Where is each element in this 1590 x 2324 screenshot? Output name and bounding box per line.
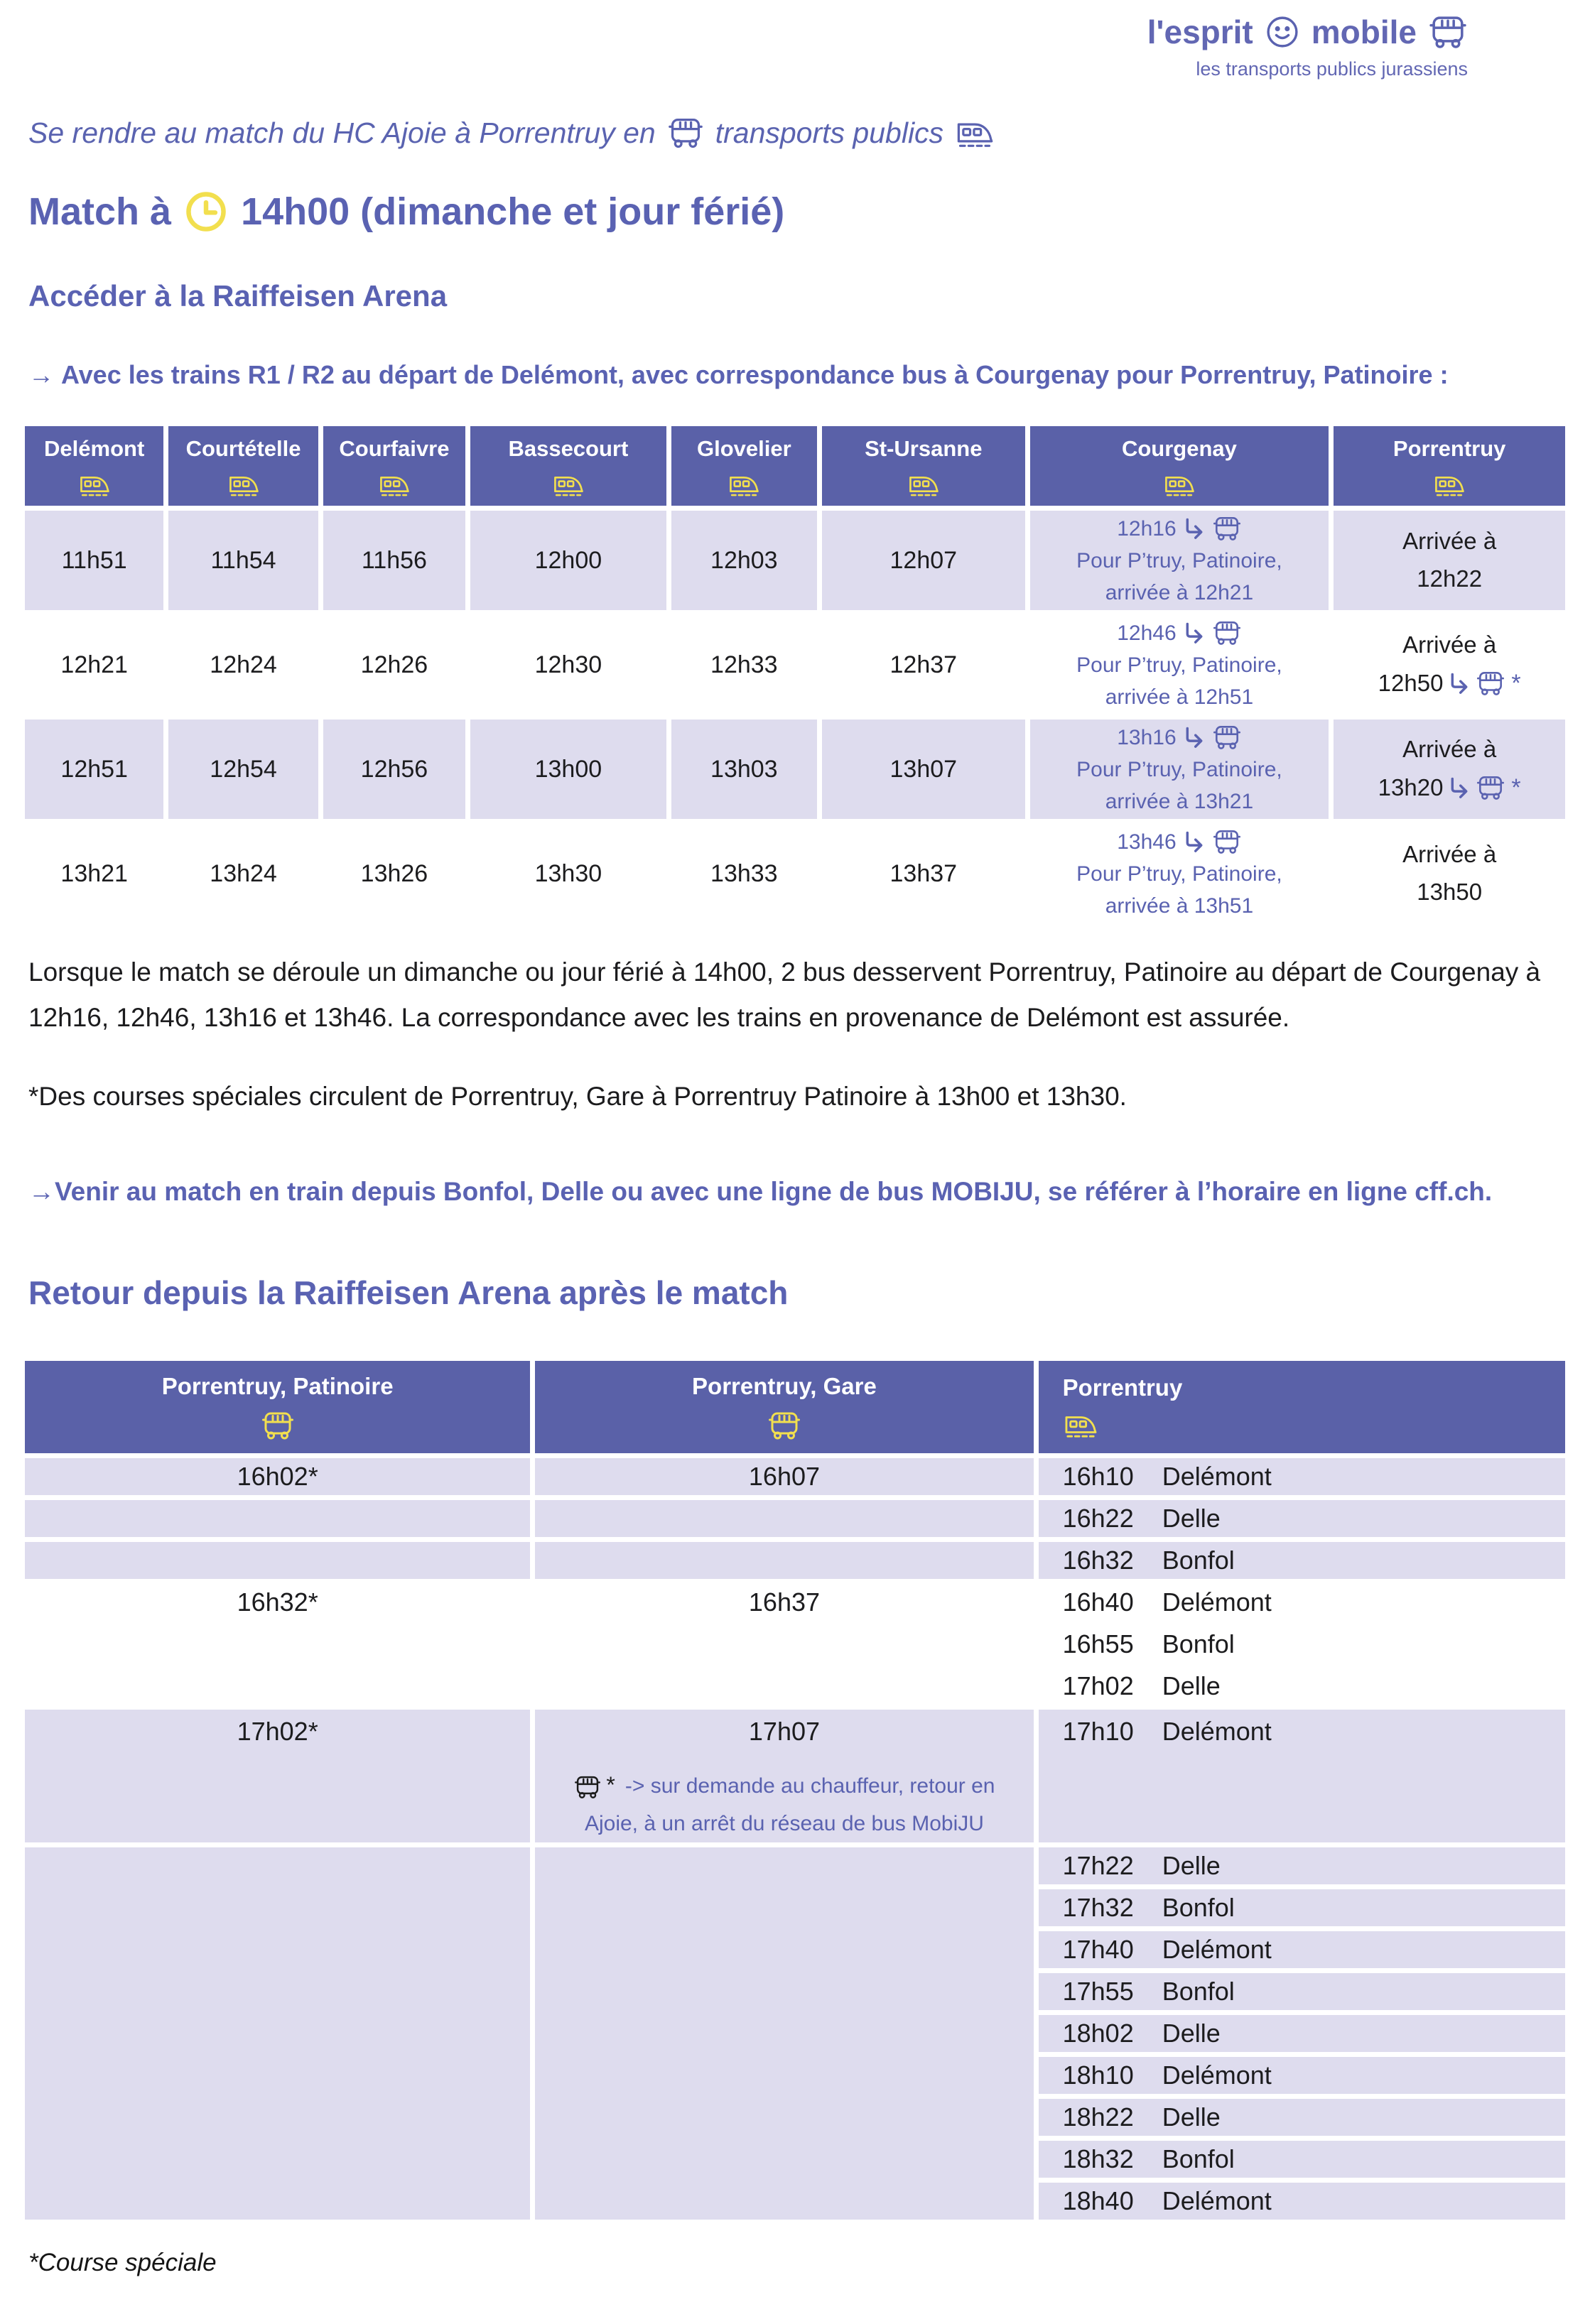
connection-line [1030,826,1329,858]
column-header-content [1039,1374,1565,1440]
gare-departure-cell: 16h07 [535,1458,1033,1495]
return-row [25,1710,1565,1842]
patinoire-departure-cell [25,1668,530,1705]
train-departure-cell [1039,2015,1565,2052]
time-cell: 12h51 [25,720,163,819]
column-label: Delémont [44,436,145,461]
destination: Delémont [1162,1587,1272,1617]
train-departure-cell [1039,1889,1565,1926]
departure-time: 12h16 [1117,516,1177,541]
special-service-paragraph: *Des courses spéciales circulent de Porrentruy, Gare à Porrentruy Patinoire à 13h00 et 13h30. [28,1082,1127,1112]
destination: Bonfol [1162,1629,1235,1659]
return-row [25,1626,1565,1663]
departure-time: 18h40 [1062,2186,1134,2216]
courgenay-connection-cell [1030,615,1329,715]
time-cell: 12h21 [25,615,163,715]
destination: Delle [1162,1851,1221,1881]
column-label: Courgenay [1121,436,1237,461]
train-departure-cell [1039,1500,1565,1537]
access-note-text: Avec les trains R1 / R2 au départ de Delémont, avec correspondance bus à Courgenay pour Porrentruy, Patinoire : [61,360,1449,389]
arrival-time: 12h50 [1378,670,1444,696]
departure-time: 17h40 [1062,1935,1134,1965]
time-cell: 12h07 [822,511,1025,610]
special-service-asterisk: * [1511,670,1521,697]
train-icon [227,470,260,499]
time-cell: 13h30 [470,824,666,923]
column-header-content [25,1373,530,1441]
train-departure-cell [1039,2141,1565,2178]
time-cell: 13h07 [822,720,1025,819]
brand-header [0,0,1590,80]
destination: Delle [1162,1504,1221,1533]
train-departure-cell [1039,1973,1565,2010]
departure-time: 18h10 [1062,2060,1134,2090]
column-header-courfaivre [323,426,465,506]
page-title-pre: Se rendre au match du HC Ajoie à Porrentruy en [28,116,656,149]
match-heading-post: 14h00 (dimanche et jour férié) [241,190,785,233]
arrival-label: Arrivée à [1402,528,1497,555]
time-cell: 12h33 [671,615,817,715]
time-cell: 13h33 [671,824,817,923]
bus-icon [1476,670,1505,697]
return-heading: Retour depuis la Raiffeisen Arena après le match [28,1274,789,1312]
page-title [28,116,1590,150]
brand-tagline: les transports publics jurassiens [1196,58,1468,80]
driver-request-note-line2: Ajoie, à un arrêt du réseau de bus MobiJU [584,1811,984,1835]
destination: Delémont [1162,2060,1272,2090]
access-heading: Accéder à la Raiffeisen Arena [28,279,448,313]
right-arrow-icon: → [28,1176,55,1206]
access-note [28,360,1590,390]
time-cell: 13h24 [168,824,318,923]
outbound-row-3 [25,720,1565,819]
train-icon [728,470,760,499]
column-label: Porrentruy [1392,436,1506,461]
special-service-asterisk: * [606,1772,615,1798]
outbound-timetable [20,421,1570,928]
departure-time: 17h55 [1062,1977,1134,2007]
outbound-header-row [25,426,1565,506]
connection-destination: Pour P’truy, Patinoire, [1076,653,1282,677]
return-row [25,1542,1565,1579]
train-icon [955,116,995,150]
connection-arrival: arrivée à 12h21 [1105,580,1254,604]
column-label: Porrentruy, Gare [692,1373,877,1400]
return-row [25,1458,1565,1495]
patinoire-departure-cell: 16h32* [25,1584,530,1621]
bus-icon [767,1410,801,1441]
destination: Bonfol [1162,1893,1235,1923]
train-departure-cell [1039,1584,1565,1621]
clock-icon [184,190,228,234]
return-row [25,1668,1565,1705]
arrival-label: Arrivée à [1402,631,1497,658]
column-header-content [535,1373,1033,1441]
return-row [25,1847,1565,1884]
bus-icon [1428,13,1468,50]
destination: Bonfol [1162,1546,1235,1575]
destination: Delle [1162,2102,1221,2132]
train-icon [378,470,411,499]
arrival-cell [1334,511,1565,610]
bus-icon [1212,724,1242,751]
arrival-time-line [1334,560,1565,598]
connection-destination: Pour P’truy, Patinoire, [1076,757,1282,781]
match-heading-pre: Match à [28,190,172,233]
departure-time: 16h10 [1062,1462,1134,1492]
patinoire-departure-cell [25,1500,530,1537]
corner-arrow-icon [1449,776,1470,799]
corner-arrow-icon [1184,621,1205,644]
connection-line [1030,617,1329,649]
time-cell: 11h54 [168,511,318,610]
special-service-asterisk: * [1511,774,1521,802]
cff-note [28,1172,1557,1212]
arrival-cell [1334,720,1565,819]
match-heading [28,190,1590,234]
train-departure-cell [1039,2099,1565,2136]
departure-time: 18h32 [1062,2144,1134,2174]
train-departure-cell [1039,1542,1565,1579]
bus-icon [1212,515,1242,542]
column-label: Bassecourt [508,436,629,461]
gare-departure-cell [535,1847,1033,2220]
arrival-time-line [1334,769,1565,807]
right-arrow-icon: → [28,360,54,389]
departure-time: 13h16 [1117,725,1177,749]
departure-time: 17h02 [1062,1671,1134,1701]
departure-time: 17h07 [748,1717,821,1747]
outbound-row-4 [25,824,1565,923]
connection-destination: Pour P’truy, Patinoire, [1076,548,1282,572]
train-icon [1063,1410,1098,1440]
departure-time: 18h22 [1062,2102,1134,2132]
arrival-time-line [1334,874,1565,911]
corner-arrow-icon [1184,830,1205,853]
train-departure-cell [1039,2183,1565,2220]
time-cell: 12h24 [168,615,318,715]
footnote: *Course spéciale [28,2249,217,2277]
departure-time: 17h22 [1062,1851,1134,1881]
bus-icon [573,1774,602,1800]
column-header-porrentruy-train [1039,1361,1565,1453]
connection-arrival: arrivée à 12h51 [1105,685,1254,709]
departure-time: 12h46 [1117,621,1177,645]
outbound-row-2 [25,615,1565,715]
arrival-cell [1334,615,1565,715]
column-label: St-Ursanne [865,436,983,461]
column-label: Porrentruy, Patinoire [161,1373,394,1400]
column-header-delemont [25,426,163,506]
corner-arrow-icon [1449,672,1470,695]
brand-name-right: mobile [1311,13,1417,50]
courgenay-connection-cell [1030,511,1329,610]
column-header-bassecourt [470,426,666,506]
train-departure-cell [1039,1458,1565,1495]
departure-time: 18h02 [1062,2019,1134,2048]
time-cell: 12h03 [671,511,817,610]
departure-time: 17h10 [1062,1717,1134,1747]
arrival-time-line [1334,664,1565,702]
gare-departure-cell [535,1500,1033,1537]
departure-time: 16h55 [1062,1629,1134,1659]
destination: Delle [1162,2019,1221,2048]
corner-arrow-icon [1184,726,1205,749]
column-header-porrentruy [1334,426,1565,506]
train-departure-cell [1039,1931,1565,1968]
arrival-label: Arrivée à [1402,841,1497,868]
departure-time: 16h40 [1062,1587,1134,1617]
destination: Delémont [1162,1935,1272,1965]
time-cell: 12h37 [822,615,1025,715]
cff-note-text: Venir au match en train depuis Bonfol, Delle ou avec une ligne de bus MOBIJU, se référer à l’horaire en ligne cff.ch. [55,1176,1493,1206]
column-header-glovelier [671,426,817,506]
gare-departure-cell [535,1668,1033,1705]
train-icon [1163,470,1196,499]
connection-arrival: arrivée à 13h51 [1105,894,1254,918]
departure-time: 13h46 [1117,830,1177,854]
arrival-cell [1334,824,1565,923]
outbound-row-1 [25,511,1565,610]
brand-name-left: l'esprit [1147,13,1253,50]
column-header-st-ursanne [822,426,1025,506]
brand-logo [0,13,1468,51]
column-label: Porrentruy [1062,1374,1183,1401]
time-cell: 13h03 [671,720,817,819]
departure-time: 16h32 [1062,1546,1134,1575]
train-icon [907,470,940,499]
patinoire-departure-cell [25,1542,530,1579]
gare-departure-cell [535,1626,1033,1663]
column-label: Glovelier [696,436,791,461]
column-header-patinoire [25,1361,530,1453]
column-header-courtetelle [168,426,318,506]
bus-icon [261,1410,295,1441]
time-cell: 12h26 [323,615,465,715]
connection-destination: Pour P’truy, Patinoire, [1076,862,1282,886]
courgenay-connection-cell [1030,720,1329,819]
time-cell: 13h00 [470,720,666,819]
column-header-courgenay [1030,426,1329,506]
departure-time: 17h32 [1062,1893,1134,1923]
smiley-icon [1265,14,1300,50]
column-label: Courfaivre [339,436,450,461]
train-departure-cell [1039,1668,1565,1705]
train-departure-cell [1039,1626,1565,1663]
arrival-time: 13h20 [1378,774,1444,800]
train-icon [78,470,111,499]
patinoire-departure-cell: 16h02* [25,1458,530,1495]
bus-icon [667,116,704,150]
return-row [25,1500,1565,1537]
destination: Bonfol [1162,2144,1235,2174]
time-cell: 13h21 [25,824,163,923]
bus-icon [1212,619,1242,646]
time-cell: 11h51 [25,511,163,610]
column-label: Courtételle [185,436,301,461]
train-icon [552,470,585,499]
patinoire-departure-cell [25,1626,530,1663]
time-cell: 12h00 [470,511,666,610]
connection-arrival: arrivée à 13h21 [1105,789,1254,813]
page-title-post: transports publics [715,116,944,149]
sunday-service-paragraph: Lorsque le match se déroule un dimanche ou jour férié à 14h00, 2 bus desservent Porrentruy, Patinoire au départ de Courgenay à 12h16, 12h46, 13h16 et 13h46. La correspondance avec les trains en provenance de Delémont est assurée. [28,957,1541,1032]
train-departure-cell [1039,2057,1565,2094]
destination: Delémont [1162,1462,1272,1492]
train-departure-cell [1039,1710,1565,1842]
time-cell: 13h26 [323,824,465,923]
gare-departure-cell [535,1542,1033,1579]
bus-icon [1476,774,1505,801]
arrival-time: 13h50 [1417,879,1483,905]
arrival-label: Arrivée à [1402,736,1497,763]
destination: Bonfol [1162,1977,1235,2007]
gare-departure-cell [535,1710,1033,1842]
destination: Delémont [1162,2186,1272,2216]
return-timetable [20,1356,1570,2225]
time-cell: 11h56 [323,511,465,610]
arrival-time: 12h22 [1417,565,1483,592]
patinoire-departure-cell [25,1847,530,2220]
time-cell: 12h30 [470,615,666,715]
train-departure-cell [1039,1847,1565,1884]
connection-line [1030,513,1329,545]
driver-request-note-line1: -> sur demande au chauffeur, retour en [624,1774,995,1798]
time-cell: 13h37 [822,824,1025,923]
time-cell: 12h56 [323,720,465,819]
bus-icon [1212,828,1242,855]
destination: Delle [1162,1671,1221,1701]
return-header-row [25,1361,1565,1453]
gare-departure-cell: 16h37 [535,1584,1033,1621]
time-cell: 12h54 [168,720,318,819]
courgenay-connection-cell [1030,824,1329,923]
column-header-gare [535,1361,1033,1453]
patinoire-departure-cell: 17h02* [25,1710,530,1842]
train-icon [1433,470,1466,499]
departure-time: 16h22 [1062,1504,1134,1533]
corner-arrow-icon [1184,517,1205,540]
destination: Delémont [1162,1717,1272,1747]
return-row [25,1584,1565,1621]
connection-line [1030,722,1329,754]
driver-request-note [535,1765,1033,1842]
